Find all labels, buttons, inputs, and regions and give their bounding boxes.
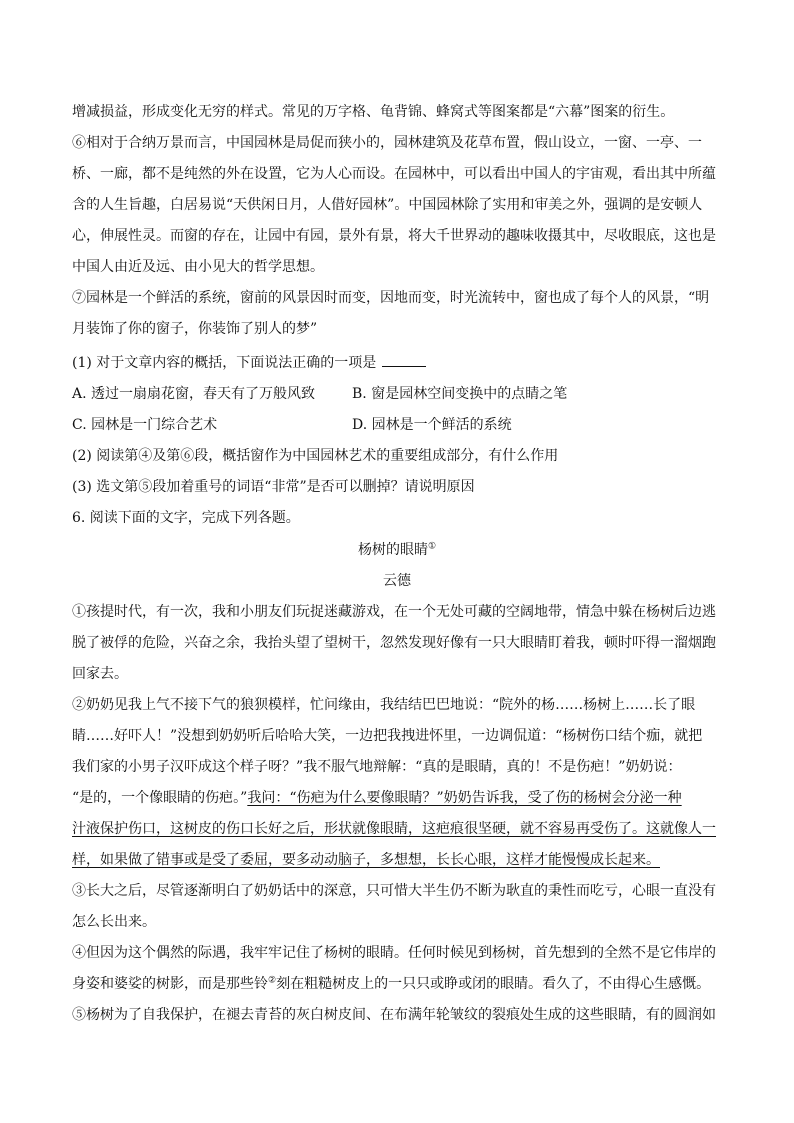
- article-author: 云德: [383, 573, 411, 589]
- paragraph-line: [72, 788, 682, 808]
- paragraph-line: ⑤杨树为了自我保护，在褪去青苔的灰白树皮间、在布满年轮皱纹的裂痕处生成的这些眼睛，有的圆润如: [72, 1007, 716, 1023]
- paragraph-line: [72, 974, 710, 994]
- option-c: C. 园林是一门综合艺术: [72, 417, 218, 433]
- text-line: ⑥相对于合纳万景而言，中国园林是局促而狭小的，园林建筑及花草布置，假山设立，一窗、一亭、一: [72, 135, 702, 151]
- underlined-line: 样，如果做了错事或是受了委屈，要多动动脑子，多想想，长长心眼，这样才能慢慢成长起来。: [72, 852, 660, 868]
- article-title-text: 杨树的眼睛: [357, 542, 428, 558]
- question-3: (3) 选文第⑤段加着重号的词语“非常”是否可以删掉？请说明原因: [72, 479, 475, 495]
- paragraph-line: ①孩提时代，有一次，我和小朋友们玩捉迷藏游戏，在一个无处可藏的空阔地带，情急中躲在杨树后边逃: [72, 604, 716, 620]
- paragraph-line: 回家去。: [72, 666, 128, 682]
- text-line: 含的人生旨趣，白居易说“天供闲日月，人借好园林”。中国园林除了实用和审美之外，强调的是安顿人: [72, 197, 703, 213]
- text-line: 桥、一廊，都不是纯然的外在设置，它为人心而设。在园林中，可以看出中国人的宇宙观，看出其中所蕴: [72, 166, 716, 182]
- answer-blank: [382, 352, 426, 367]
- paragraph-line: ②奶奶见我上气不接下气的狼狈模样，忙问缘由，我结结巴巴地说：“院外的杨……杨树上……长了眼: [72, 697, 696, 713]
- paragraph-line: ④但因为这个偶然的际遇，我牢牢记住了杨树的眼睛。任何时候见到杨树，首先想到的全然不是它伟岸的: [72, 945, 716, 961]
- quote-text: “是的，一个像眼睛的伤疤。”: [72, 790, 248, 806]
- question-1-text: (1) 对于文章内容的概括，下面说法正确的一项是: [72, 355, 377, 371]
- underlined-text: 我问：“伤疤为什么要像眼睛？”奶奶告诉我，受了伤的杨树会分泌一种: [247, 790, 682, 806]
- underlined-line: 汁液保护伤口，这树皮的伤口长好之后，形状就像眼睛，这疤痕很坚硬，就不容易再受伤了。这就像人一: [72, 821, 716, 837]
- paragraph-line: 怎么长出来。: [72, 914, 156, 930]
- text-line: 中国人由近及远、由小见大的哲学思想。: [72, 259, 324, 275]
- text-span: 身姿和婆娑的树影，而是那些铃: [72, 976, 268, 992]
- text-line: 增减损益，形成变化无穷的样式。常见的万字格、龟背锦、蜂窝式等图案都是“六幕”图案的衍生。: [72, 104, 675, 120]
- footnote-marker: ①: [427, 541, 437, 552]
- text-line: 心，伸展性灵。而窗的存在，让园中有园，景外有景，将大千世界动的趣味收摄其中，尽收眼底，这也是: [72, 228, 716, 244]
- option-d: D. 园林是一个鲜活的系统: [352, 417, 512, 433]
- question-2: (2) 阅读第④及第⑥段，概括窗作为中国园林艺术的重要组成部分，有什么作用: [72, 448, 559, 464]
- option-b: B. 窗是园林空间变换中的点睛之笔: [352, 386, 568, 402]
- paragraph-line: 睛……好吓人！”没想到奶奶听后哈哈大笑，一边把我拽进怀里，一边调侃道：“杨树伤口结个痂，就把: [72, 728, 703, 744]
- text-span: 刻在粗糙树皮上的一只只或睁或闭的眼睛。看久了，不由得心生感慨。: [276, 976, 711, 992]
- text-line: ⑦园林是一个鲜活的系统，窗前的风景因时而变，因地而变，时光流转中，窗也成了每个人的风景，“明: [72, 290, 710, 306]
- text-line: 月装饰了你的窗子，你装饰了别人的梦”: [72, 321, 318, 337]
- question-1: [72, 352, 426, 373]
- paragraph-line: 我们家的小男子汉吓成这个样子呀？”我不服气地辩解：“真的是眼睛，真的！不是伤疤！”奶奶说：: [72, 759, 682, 775]
- article-title: [0, 540, 794, 560]
- section-heading: 6. 阅读下面的文字，完成下列各题。: [72, 510, 300, 526]
- footnote-marker: ②: [268, 975, 277, 986]
- paragraph-line: 脱了被俘的危险，兴奋之余，我抬头望了望树干，忽然发现好像有一只大眼睛盯着我，顿时吓得一溜烟跑: [72, 635, 716, 651]
- option-a: A. 透过一扇扇花窗，春天有了万般风致: [72, 386, 316, 402]
- paragraph-line: ③长大之后，尽管逐渐明白了奶奶话中的深意，只可惜大半生仍不断为耿直的秉性而吃亏，心眼一直没有: [72, 883, 716, 899]
